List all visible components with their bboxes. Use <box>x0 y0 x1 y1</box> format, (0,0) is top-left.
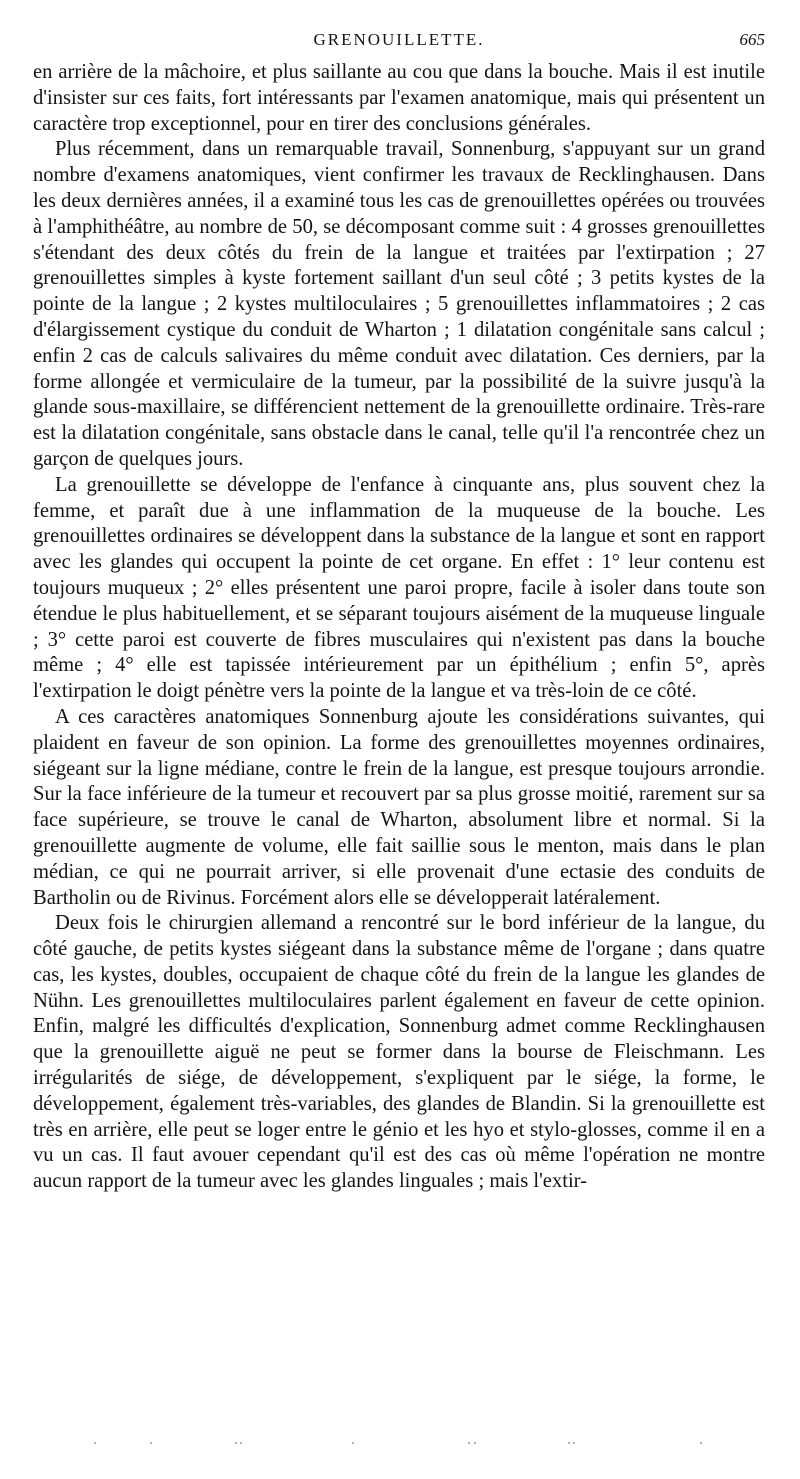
body-text <box>33 60 765 1195</box>
paragraph-sonnenburg-cases: Plus récemment, dans un remarquable travail, Sonnenburg, s'appuyant sur un grand nombre d'examens anatomiques, vient confirmer les travaux de Recklinghausen. Dans les deux dernières années, il a examiné tous les cas de grenouillettes opérées ou trouvées à l'amphithéâtre, au nombre de 50, se décomposant comme suit : 4 grosses grenouillettes s'étendant des deux côtés du frein de la langue et traitées par l'extirpation ; 27 grenouillettes simples à kyste fortement saillant d'un seul côté ; 3 petits kystes de la pointe de la langue ; 2 kystes multiloculaires ; 5 grenouillettes inflammatoires ; 2 cas d'élargissement cystique du conduit de Wharton ; 1 dilatation congénitale sans calcul ; enfin 2 cas de calculs salivaires du même conduit avec dilatation. Ces derniers, par la forme allongée et vermiculaire de la tumeur, par la possibilité de la suivre jusqu'à la glande sous-maxillaire, se différencient nettement de la grenouillette ordinaire. Très-rare est la dilatation congénitale, sans obstacle dans le canal, telle qu'il l'a rencontrée chez un garçon de quelques jours. <box>33 138 765 470</box>
running-head <box>33 30 765 60</box>
running-title: GRENOUILLETTE. <box>313 30 485 49</box>
print-specks <box>90 1440 710 1446</box>
paragraph-surgeon-observations: Deux fois le chirurgien allemand a rencontré sur le bord inférieur de la langue, du côté gauche, de petits kystes siégeant dans la substance même de l'organe ; dans quatre cas, les kystes, doubles, occupaient de chaque côté du frein de la langue les glandes de Nühn. Les grenouillettes multiloculaires parlent également en faveur de cette opinion. Enfin, malgré les difficultés d'explication, Sonnenburg admet comme Recklinghausen que la grenouillette aiguë ne peut se former dans la bourse de Fleischmann. Les irrégularités de siége, de développement, s'expliquent par le siége, la forme, le développement, également très-variables, des glandes de Blandin. Si la grenouillette est très en arrière, elle peut se loger entre le génio et les hyo et stylo-glosses, comme il en a vu un cas. Il faut avouer cependant qu'il est des cas où même l'opération ne montre aucun rapport de la tumeur avec les glandes linguales ; mais l'extir- <box>33 912 765 1193</box>
book-page <box>33 30 765 1195</box>
page-number: 665 <box>739 30 765 49</box>
paragraph-anatomical-characters: A ces caractères anatomiques Sonnenburg ajoute les considérations suivantes, qui plaident en faveur de son opinion. La forme des grenouillettes moyennes ordinaires, siégeant sur la ligne médiane, contre le frein de la langue, est presque toujours arrondie. Sur la face inférieure de la tumeur et recouvert par sa plus grosse moitié, rarement sur sa face supérieure, se trouve le canal de Wharton, absolument libre et normal. Si la grenouillette augmente de volume, elle fait saillie sous le menton, mais dans le plan médian, ce qui ne pourrait arriver, si elle provenait d'une ectasie des conduits de Bartholin ou de Rivinus. Forcément alors elle se développerait latéralement. <box>33 705 765 909</box>
paragraph-continuation: en arrière de la mâchoire, et plus saillante au cou que dans la bouche. Mais il est inutile d'insister sur ces faits, fort intéressants par l'examen anatomique, mais qui présentent un caractère trop exceptionnel, pour en tirer des conclusions générales. <box>33 61 765 135</box>
paragraph-development: La grenouillette se développe de l'enfance à cinquante ans, plus souvent chez la femme, et paraît due à une inflammation de la muqueuse de la bouche. Les grenouillettes ordinaires se développent dans la substance de la langue et sont en rapport avec les glandes qui occupent la pointe de cet organe. En effet : 1° leur contenu est toujours muqueux ; 2° elles présentent une paroi propre, facile à isoler dans toute son étendue le plus habituellement, et se séparant toujours aisément de la muqueuse linguale ; 3° cette paroi est couverte de fibres musculaires qui n'existent pas dans la bouche même ; 4° elle est tapissée intérieurement par un épithélium ; enfin 5°, après l'extirpation le doigt pénètre vers la pointe de la langue et va très-loin de ce côté. <box>33 473 765 703</box>
